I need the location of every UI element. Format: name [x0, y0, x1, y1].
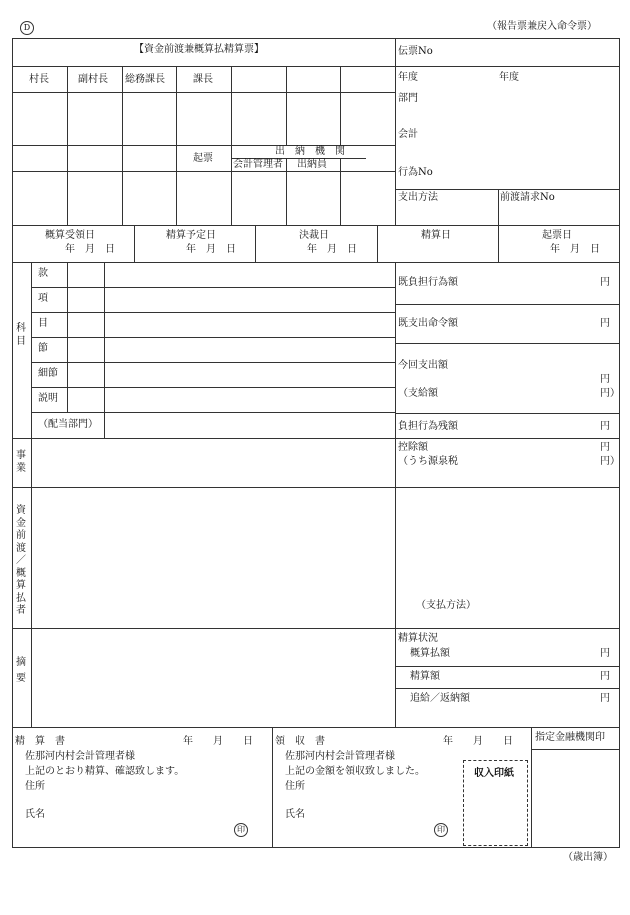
kihyo-label: 起票 [193, 153, 213, 164]
kamoku-label: 科目 [16, 323, 26, 347]
gyo-no-label: 行為No [398, 167, 433, 178]
seisan-label: 精算日 [421, 230, 451, 241]
sonchou-label: 村長 [29, 74, 49, 85]
ryoshusho-date: 年 月 日 [443, 736, 513, 747]
kihyo-date: 年 月 日 [550, 244, 600, 255]
kojo-label: 控除額 [398, 442, 428, 453]
gensen-label: （うち源泉税 [398, 456, 458, 467]
haito-bumon: （配当部門） [38, 419, 98, 430]
suitouin-label: 出納員 [297, 159, 327, 170]
kamoku-kou: 項 [38, 293, 48, 304]
kessai-label: 決裁日 [299, 230, 329, 241]
shitei-kinyu-label: 指定金融機関印 [535, 732, 605, 743]
ryoshusho-text: 上記の金額を領収致しました。 [285, 766, 425, 777]
nendo-label-2: 年度 [499, 72, 519, 83]
form-subtitle: （報告票兼戻入命令票） [487, 21, 597, 32]
soumu-kachou-label: 総務課長 [125, 74, 165, 85]
jigyo-label: 事業 [16, 450, 26, 474]
gaisan-barai-yen: 円 [600, 648, 610, 659]
footer-label: （歳出簿） [563, 852, 613, 863]
zandaka-label: 負担行為残額 [398, 421, 458, 432]
seisan-gaku-label: 精算額 [410, 671, 440, 682]
kifutan-label: 既負担行為額 [398, 277, 458, 288]
ryoshusho-to: 佐那河内村会計管理者様 [285, 751, 395, 762]
bumon-label: 部門 [398, 93, 418, 104]
maewatashi-no-label: 前渡請求No [500, 192, 555, 203]
revenue-stamp-label: 収入印紙 [474, 768, 514, 779]
tsuikyu-yen: 円 [600, 693, 610, 704]
kachou-label: 課長 [193, 74, 213, 85]
form-title: 【資金前渡兼概算払精算票】 [134, 44, 264, 55]
kojo-yen: 円 [600, 442, 610, 453]
shiharai-hoho-label: （支払方法） [416, 600, 476, 611]
seisan-jokyo-label: 精算状況 [398, 633, 438, 644]
kamoku-setsumei: 説明 [38, 393, 58, 404]
denpyo-no-label: 伝票No [398, 46, 433, 57]
konkai-label: 今回支出額 [398, 360, 448, 371]
seisan-gaku-yen: 円 [600, 671, 610, 682]
corner-mark: D [20, 21, 34, 35]
ryoshusho-title: 領 収 書 [275, 736, 325, 747]
fukusonchou-label: 副村長 [78, 74, 108, 85]
ryoshusho-shimei: 氏名 [285, 809, 305, 820]
seisan-yotei-date: 年 月 日 [186, 244, 236, 255]
kifutan-yen: 円 [600, 277, 610, 288]
kaikei-label: 会計 [398, 129, 418, 140]
shikyu-yen: 円） [600, 388, 620, 399]
seisansho-jusho: 住所 [25, 781, 45, 792]
kamoku-moku: 目 [38, 318, 48, 329]
shikyu-label: （支給額 [398, 388, 438, 399]
shishutsu-hoho-label: 支出方法 [398, 192, 438, 203]
kamoku-kan: 款 [38, 268, 48, 279]
seisansho-to: 佐那河内村会計管理者様 [25, 751, 135, 762]
ryoshusho-jusho: 住所 [285, 781, 305, 792]
kamoku-saisetsu: 細節 [38, 368, 58, 379]
gaisan-barai-label: 概算払額 [410, 648, 450, 659]
gensen-yen: 円） [600, 456, 620, 467]
kishishutsu-label: 既支出命令額 [398, 318, 458, 329]
seisansho-shimei: 氏名 [25, 809, 45, 820]
konkai-yen: 円 [600, 374, 610, 385]
seisansho-title: 精 算 書 [15, 736, 65, 747]
maewatashi-label: 資金前渡／概算払者 [16, 505, 26, 616]
ryoshusho-seal: 印 [434, 823, 448, 837]
seisansho-text: 上記のとおり精算、確認致します。 [25, 766, 185, 777]
suitou-kikan-label: 出 納 機 関 [275, 146, 345, 157]
gaisan-juryo-label: 概算受領日 [45, 230, 95, 241]
kihyo-date-label: 起票日 [542, 230, 572, 241]
tsuikyu-label: 追給／返納額 [410, 693, 470, 704]
zandaka-yen: 円 [600, 421, 610, 432]
kessai-date: 年 月 日 [307, 244, 357, 255]
seisan-yotei-label: 精算予定日 [166, 230, 216, 241]
kishishutsu-yen: 円 [600, 318, 610, 329]
gaisan-juryo-date: 年 月 日 [65, 244, 115, 255]
tekiyo-label: 摘 要 [16, 657, 36, 684]
kaikei-kanrisha-label: 会計管理者 [233, 159, 283, 170]
kamoku-setsu: 節 [38, 343, 48, 354]
seisansho-date: 年 月 日 [183, 736, 253, 747]
seisansho-seal: 印 [234, 823, 248, 837]
nendo-label: 年度 [398, 72, 418, 83]
